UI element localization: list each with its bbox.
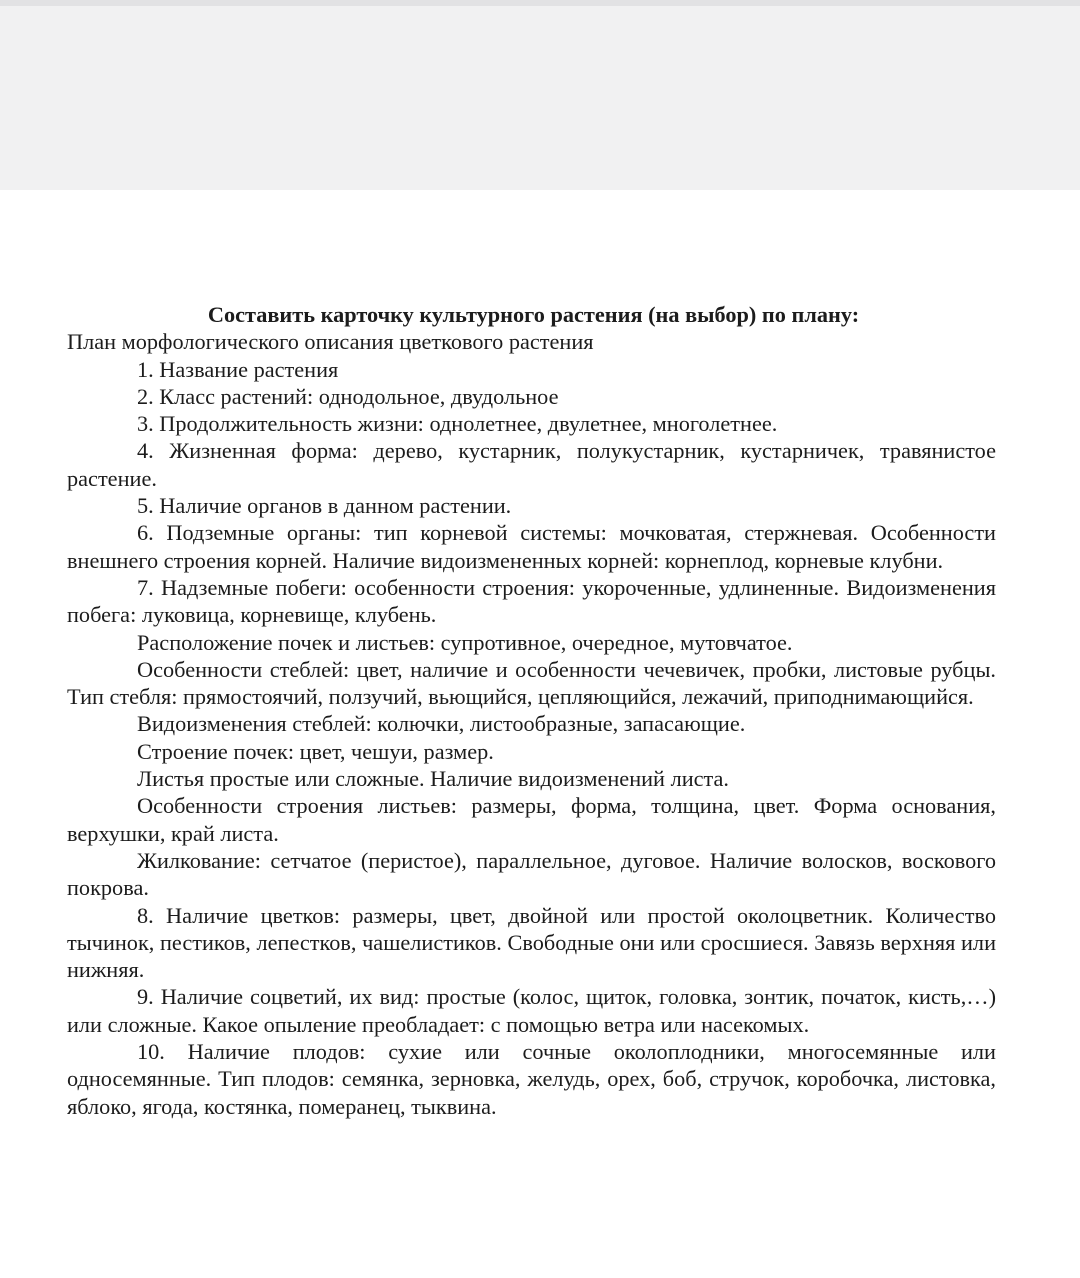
document-content [67,301,996,1120]
plan-item-7-stems: Особенности стеблей: цвет, наличие и особенности чечевичек, пробки, листовые рубцы. Тип стебля: прямостоячий, ползучий, вьющийся, цепляющийся, лежачий, приподнимающийся. [67,656,996,710]
plan-item-7-leaves: Листья простые или сложные. Наличие видоизменений листа. [137,766,730,792]
document-title: Составить карточку культурного растения (на выбор) по плану: [207,302,860,327]
plan-item-7-bud-structure: Строение почек: цвет, чешуи, размер. [137,738,494,764]
plan-item-5: 5. Наличие органов в данном растении. [137,493,512,519]
document-subtitle: План морфологического описания цветкового растения [67,329,594,355]
plan-item-3: 3. Продолжительность жизни: однолетнее, двулетнее, многолетнее. [137,411,778,437]
document-page [0,190,1080,1278]
plan-item-7: 7. Надземные побеги: особенности строения: укороченные, удлиненные. Видоизменения побега: луковица, корневище, клубень. [67,574,996,628]
plan-item-7-leaf-structure: Особенности строения листьев: размеры, форма, толщина, цвет. Форма основания, верхушки, край листа. [67,793,996,846]
viewer-top-band [0,0,1080,190]
plan-item-8: 8. Наличие цветков: размеры, цвет, двойной или простой околоцветник. Количество тычинок, пестиков, лепестков, чашелистиков. Свободные они или сросшиеся. Завязь верхняя или нижняя. [67,902,996,983]
plan-item-2: 2. Класс растений: однодольное, двудольное [137,383,559,409]
plan-item-7-stem-modifications: Видоизменения стеблей: колючки, листообразные, запасающие. [137,711,746,737]
plan-item-9: 9. Наличие соцветий, их вид: простые (колос, щиток, головка, зонтик, початок, кисть,…) или сложные. Какое опыление преобладает: с помощью ветра или насекомых. [67,984,996,1037]
plan-item-6: 6. Подземные органы: тип корневой системы: мочковатая, стержневая. Особенности внешнего строения корней. Наличие видоизмененных корней: корнеплод, корневые клубни. [67,520,996,573]
plan-item-7-buds-leaves: Расположение почек и листьев: супротивное, очередное, мутовчатое. [137,629,793,655]
plan-item-7-venation: Жилкование: сетчатое (перистое), параллельное, дуговое. Наличие волосков, воскового покрова. [67,847,996,901]
plan-item-4: 4. Жизненная форма: дерево, кустарник, полукустарник, кустарничек, травянистое растение. [67,438,996,491]
plan-item-10: 10. Наличие плодов: сухие или сочные околоплодники, многосемянные или односемянные. Тип плодов: семянка, зерновка, желудь, орех, боб, стручок, коробочка, листовка, яблоко, ягода, костянка, померанец, тыквина. [67,1039,996,1119]
plan-item-1: 1. Название растения [137,356,339,382]
